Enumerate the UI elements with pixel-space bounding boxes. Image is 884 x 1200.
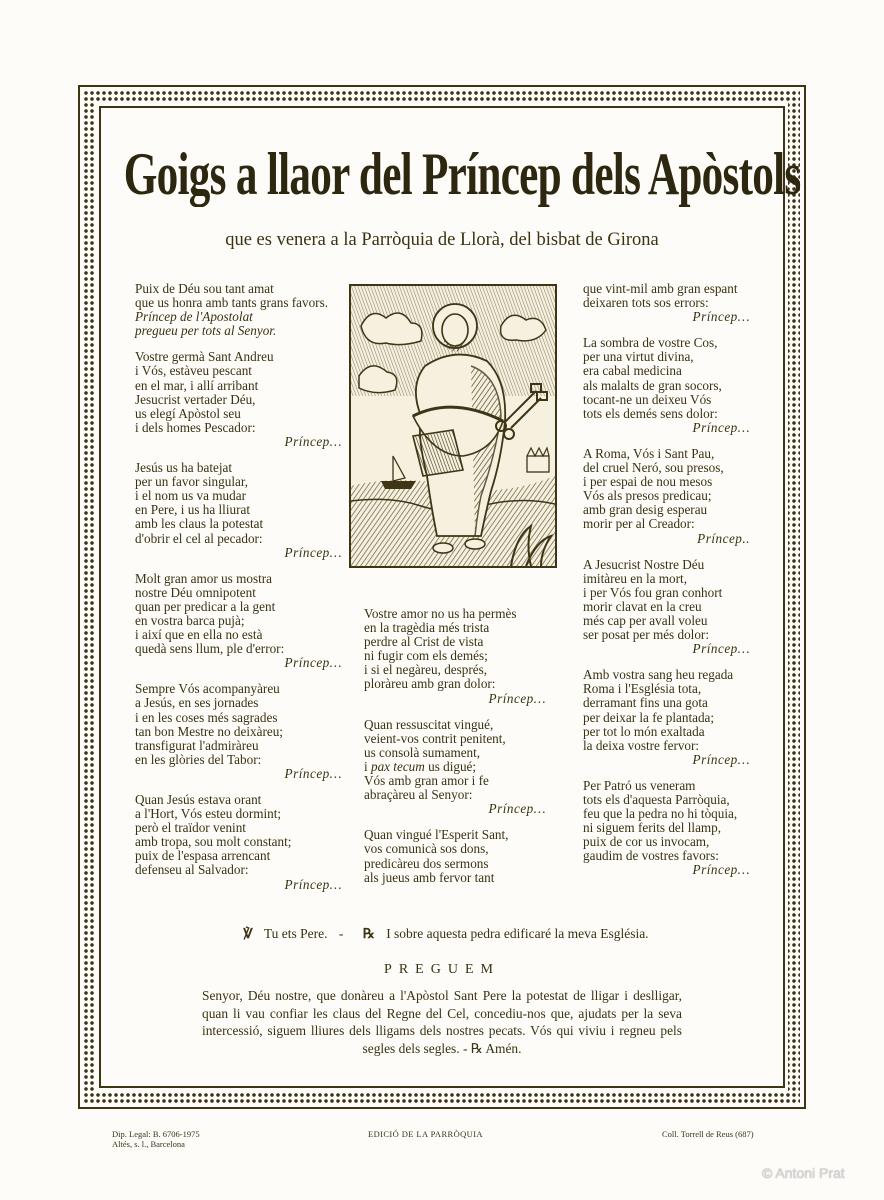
verse-line: Quan ressuscitat vingué, (364, 716, 494, 732)
verse-line: i en les coses més sagrades (135, 709, 278, 725)
versicle-response (0, 926, 884, 942)
refrain: Príncep… (692, 862, 750, 878)
verse-line: Vostre amor no us ha permès (364, 606, 517, 621)
verse-line: morir clavat en la creu (583, 598, 702, 614)
stanza (583, 779, 758, 878)
verse-line: era cabal medicina (583, 363, 682, 379)
saint-peter-woodcut-icon (351, 286, 555, 566)
verse-line: Vostre germà Sant Andreu (135, 349, 274, 365)
refrain-line: Príncep de l'Apostolat (135, 309, 253, 325)
verse-line: transfigurat l'admiràreu (135, 737, 259, 753)
verse-line: per tot lo món exaltada (583, 723, 705, 739)
verse-line: ni fugir com els demés; (364, 648, 488, 664)
verse-line: tots els demés sens dolor: (583, 405, 718, 421)
verse-line: per una virtut divina, (583, 349, 694, 365)
verse-line: d'obrir el cel al pecador: (135, 530, 263, 546)
latin-phrase: pax tecum (370, 758, 425, 774)
verse-line: imitàreu en la mort, (583, 570, 687, 586)
page-title: Goigs a llaor del Príncep dels Apòstols (123, 141, 801, 207)
refrain: Príncep… (284, 765, 342, 781)
verse-line: als jueus amb fervor tant (364, 869, 495, 885)
verse-line: us consolà sumament, (364, 744, 481, 760)
verses-right-column (583, 282, 758, 890)
legal-deposit (112, 1130, 200, 1149)
verse-line: tan bon Mestre no deixàreu; (135, 723, 283, 739)
verse-line: a Jesús, en ses jornades (135, 695, 259, 711)
verse-line: ser posat per més dolor: (583, 627, 709, 643)
verse-line: i per Vós fou gran conhort (583, 584, 723, 600)
verses-left-column (135, 282, 350, 904)
verse-line: que vint-mil amb gran espant (583, 281, 738, 296)
verse-line: i per espai de nou mesos (583, 474, 713, 490)
page-subtitle: que es venera a la Parròquia de Llorà, del bisbat de Girona (225, 230, 659, 250)
versicle-symbol-icon: ℣ (243, 926, 253, 941)
separator: - (338, 926, 344, 941)
stanza (583, 447, 758, 546)
verse-line: i Vós, estàveu pescant (135, 363, 252, 379)
verse-text: i (364, 758, 371, 774)
edition-note: EDICIÓ DE LA PARRÒQUIA (368, 1129, 483, 1139)
verse-line: feu que la pedra no hi tòquia, (583, 806, 738, 822)
verse-line: quan per predicar a la gent (135, 598, 276, 614)
legal-line: Dip. Legal: B. 6706-1975 (112, 1129, 200, 1139)
verse-line: morir per al Creador: (583, 516, 695, 532)
verse-line: tocant-ne un deixeu Vós (583, 391, 712, 407)
verse-line: puix de cor us invocam, (583, 834, 710, 850)
verse-line: amb gran desig esperau (583, 502, 708, 518)
refrain: Príncep… (488, 690, 546, 706)
verse-line: i dels homes Pescador: (135, 419, 256, 435)
verse-line-pax-tecum (364, 760, 554, 774)
verse-line: us elegí Apòstol seu (135, 405, 241, 421)
verse-line: i així que en ella no està (135, 627, 263, 643)
verse-line: Molt gran amor us mostra (135, 570, 272, 586)
verse-line: quedà sens llum, ple d'error: (135, 641, 285, 657)
verse-line: abraçàreu al Senyor: (364, 787, 473, 803)
verse-line: la deixa vostre fervor: (583, 737, 700, 753)
verse-line: i si el negàreu, després, (364, 662, 488, 678)
verse-line: vos comunicà sos dons, (364, 841, 489, 857)
verse-line: i el nom us va mudar (135, 488, 246, 504)
verse-line: Puix de Déu sou tant amat (135, 281, 274, 296)
verse-line: ni siguem ferits del llamp, (583, 820, 722, 836)
verse-line: defenseu al Salvador: (135, 862, 249, 878)
stanza (583, 336, 758, 435)
verse-line: Jesucrist vertader Déu, (135, 391, 256, 407)
verse-line: més cap per avall voleu (583, 612, 708, 628)
verse-line: nostre Déu omnipotent (135, 584, 256, 600)
prayer-text: Senyor, Déu nostre, que donàreu a l'Apòstol Sant Pere la potestat de lligar i deslligar, quan li vau confiar les claus del Regne del Cel, concediu-nos que, ajudats per la seva intercessió, siguem lliures dels lligams dels nostres pecats. Vós qui viviu i regneu pels segles dels segles. - ℞ Amén. (202, 988, 682, 1056)
verses-middle-column (364, 607, 554, 897)
verse-line: gaudim de vostres favors: (583, 848, 719, 864)
verse-line: puix de l'espasa arrencant (135, 848, 271, 864)
verse-line: amb les claus la potestat (135, 516, 264, 532)
versicle-text: Tu ets Pere. (263, 926, 328, 941)
stanza (583, 282, 758, 324)
verse-line: Amb vostra sang heu regada (583, 667, 734, 683)
stanza (364, 828, 554, 884)
verse-line: per un favor singular, (135, 474, 248, 490)
verse-line: en el mar, i allí arribant (135, 377, 259, 393)
stanza-intro (135, 282, 350, 338)
refrain: Príncep… (284, 655, 342, 671)
verse-line: en vostra barca pujà; (135, 612, 245, 628)
refrain: Príncep.. (697, 530, 750, 546)
verse-line: Quan vingué l'Esperit Sant, (364, 827, 509, 843)
verse-line: en les glòries del Tabor: (135, 751, 262, 767)
stanza (135, 461, 350, 560)
saint-peter-woodcut-image (349, 284, 557, 568)
refrain: Príncep… (692, 309, 750, 325)
verse-line: Roma i l'Església tota, (583, 681, 702, 697)
response-text: I sobre aquesta pedra edificaré la meva Església. (386, 926, 649, 941)
verse-line: Vós als presos predicau; (583, 488, 712, 504)
verse-line: veient-vos contrit penitent, (364, 730, 506, 746)
stanza (364, 607, 554, 706)
refrain: Príncep… (284, 433, 342, 449)
verse-line: Per Patró us veneram (583, 777, 696, 793)
verse-line: però el traïdor venint (135, 820, 246, 836)
refrain: Príncep… (284, 876, 342, 892)
stanza (135, 350, 350, 449)
stanza (583, 558, 758, 657)
verse-line: del cruel Neró, sou presos, (583, 460, 724, 476)
verse-line: en Pere, i us ha lliurat (135, 502, 250, 518)
copyright-watermark: © Antoni Prat (762, 1165, 845, 1181)
verse-line: predicàreu dos sermons (364, 855, 489, 871)
verse-line: perdre al Crist de vista (364, 634, 484, 650)
printer-line: Altés, s. l., Barcelona (112, 1138, 185, 1149)
verse-line: deixaren tots sos errors: (583, 295, 709, 311)
verse-line: per deixar la fe plantada; (583, 709, 715, 725)
verse-line: Quan Jesús estava orant (135, 792, 262, 807)
collection-note: Coll. Torrell de Reus (687) (662, 1129, 754, 1139)
verse-line: que us honra amb tants grans favors. (135, 295, 329, 311)
stanza (583, 668, 758, 767)
verse-line: en la tragèdia més trista (364, 620, 490, 636)
refrain: Príncep… (284, 544, 342, 560)
refrain: Príncep… (692, 419, 750, 435)
verse-line: als malalts de gran socors, (583, 377, 722, 393)
response-symbol-icon: ℞ (362, 926, 375, 941)
verse-line: ploràreu amb gran dolor: (364, 676, 496, 692)
verse-line: derramant fins una gota (583, 695, 708, 711)
verse-line: amb tropa, sou molt constant; (135, 834, 292, 850)
verse-line: A Jesucrist Nostre Déu (583, 556, 705, 572)
verse-line: Vós amb gran amor i fe (364, 773, 489, 789)
verse-line: La sombra de vostre Cos, (583, 335, 718, 351)
verse-line: tots els d'aquesta Parròquia, (583, 792, 730, 807)
stanza (135, 682, 350, 781)
refrain: Príncep… (692, 641, 750, 657)
refrain-line: pregueu per tots al Senyor. (135, 323, 277, 339)
stanza (135, 572, 350, 671)
refrain: Príncep… (488, 801, 546, 817)
verse-line: Jesús us ha batejat (135, 460, 233, 476)
stanza (135, 793, 350, 892)
verse-line: A Roma, Vós i Sant Pau, (583, 445, 715, 461)
verse-line: a l'Hort, Vós esteu dormint; (135, 806, 282, 822)
stanza (364, 718, 554, 817)
verse-line: Sempre Vós acompanyàreu (135, 681, 280, 697)
verse-text: us digué; (424, 758, 477, 774)
prayer-heading: PREGUEM (384, 962, 500, 977)
refrain: Príncep… (692, 751, 750, 767)
